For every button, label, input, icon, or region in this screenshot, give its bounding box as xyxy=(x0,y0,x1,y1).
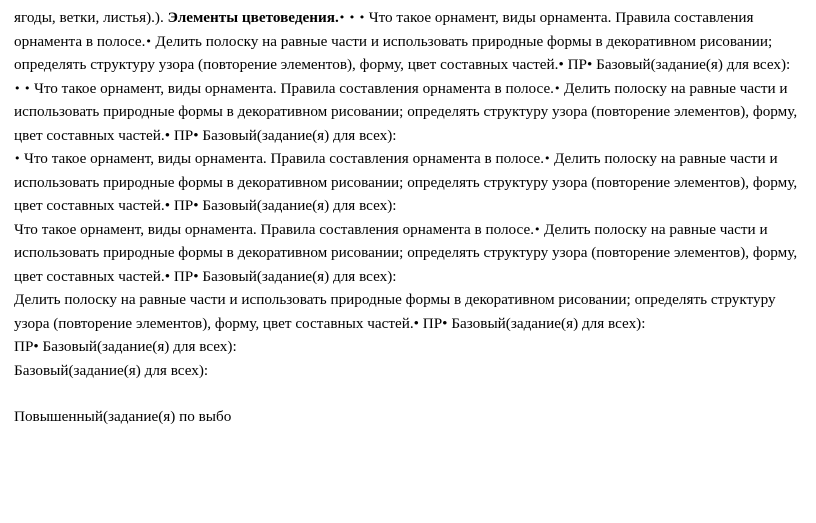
paragraph-1 xyxy=(14,6,802,77)
text-run: Базовый(задание(я) для всех): xyxy=(202,197,397,214)
text-run: Что такое орнамент, виды орнамента. Правила составления орнамента в полосе. xyxy=(14,9,754,50)
text-run: Делить полоску на равные части и использовать природные формы в декоративном рисовании; определять структуру узора (повторение элементов), форму, цвет составных частей. xyxy=(14,220,798,285)
text-run: ПР• xyxy=(14,338,43,355)
text-run: Делить полоску на равные части и использовать природные формы в декоративном рисовании; определять структуру узора (повторение элементов), форму, цвет составных частей. xyxy=(14,150,798,214)
text-run: Базовый(задание(я) для всех): xyxy=(202,126,397,144)
text-run: Базовый(задание(я) для всех): xyxy=(14,361,209,379)
text-run: • xyxy=(544,152,554,165)
text-run: ягоды, ветки, листья).). xyxy=(14,9,168,26)
paragraph-7 xyxy=(14,359,802,383)
text-run: • ПР• xyxy=(164,126,203,144)
paragraph-2 xyxy=(14,77,802,148)
text-run: Базовый(задание(я) для всех): xyxy=(596,56,791,73)
text-run: Базовый(задание(я) для всех): xyxy=(42,338,237,355)
text-run: Базовый(задание(я) для всех): xyxy=(451,314,646,332)
paragraph-8 xyxy=(14,405,802,429)
text-run: Что такое орнамент, виды орнамента. Правила составления орнамента в полосе. xyxy=(14,220,534,238)
paragraph-3 xyxy=(14,147,802,218)
text-run: Что такое орнамент, виды орнамента. Правила составления орнамента в полосе. xyxy=(24,150,544,167)
paragraph-5 xyxy=(14,288,802,335)
text-run: Делить полоску на равные части и использовать природные формы в декоративном рисовании; определять структуру узора (повторение элементов), форму, цвет составных частей. xyxy=(14,32,773,73)
text-run: Делить полоску на равные части и использовать природные формы в декоративном рисовании; определять структуру узора (повторение элементов), форму, цвет составных частей. xyxy=(14,79,798,144)
text-run: • xyxy=(145,34,156,48)
text-run: • • xyxy=(14,81,34,95)
text-run: Базовый(задание(я) для всех): xyxy=(202,267,397,285)
text-run: • ПР• xyxy=(413,314,452,332)
paragraph-spacer xyxy=(14,382,802,405)
text-run: • ПР• xyxy=(164,267,203,285)
text-run: Делить полоску на равные части и использовать природные формы в декоративном рисовании; определять структуру узора (повторение элементов), форму, цвет составных частей. xyxy=(14,291,776,332)
text-run: • ПР• xyxy=(558,56,597,73)
text-run: • xyxy=(14,152,24,165)
text-run: • xyxy=(553,81,564,95)
text-run: Элементы цветоведения. xyxy=(167,9,339,26)
text-run: Что такое орнамент, виды орнамента. Правила составления орнамента в полосе. xyxy=(33,79,554,97)
document-body xyxy=(14,6,802,429)
paragraph-4 xyxy=(14,218,802,289)
text-run: Повышенный(задание(я) по выбо xyxy=(14,408,232,425)
paragraph-6 xyxy=(14,335,802,359)
text-run: • ПР• xyxy=(164,197,203,214)
text-run: • • • xyxy=(338,11,369,24)
text-run: • xyxy=(534,222,544,236)
